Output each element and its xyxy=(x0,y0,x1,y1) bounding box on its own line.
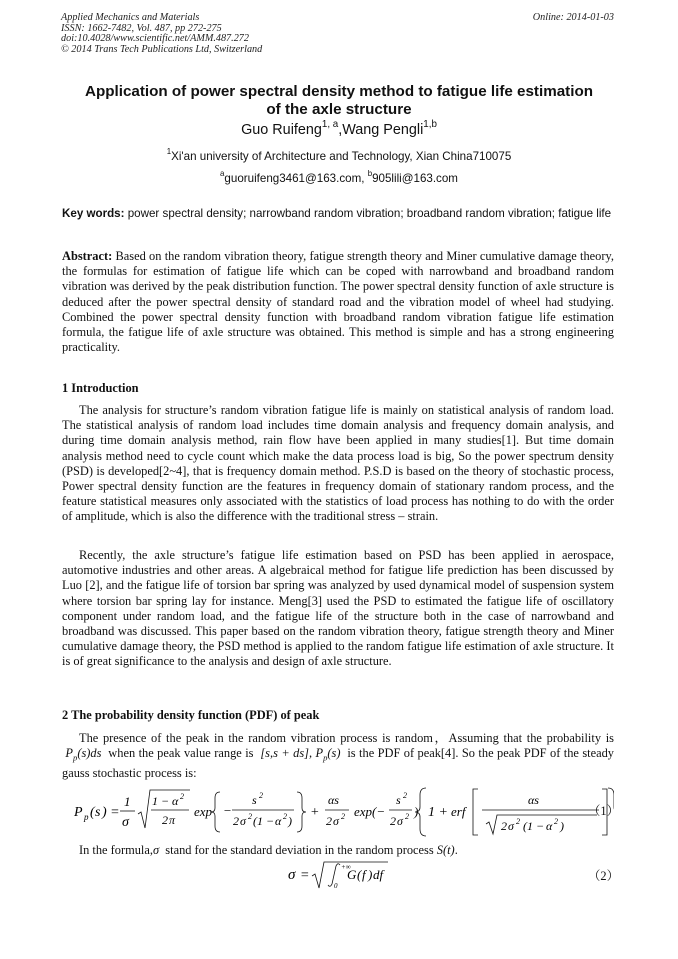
svg-text:(: ( xyxy=(90,805,95,820)
svg-text:P: P xyxy=(74,805,83,820)
section-1-heading: 1 Introduction xyxy=(62,381,139,395)
pdf-paragraph-text-c: is the PDF of peak[4]. So the peak PDF of the steady gauss stochastic process is: xyxy=(62,746,614,780)
abstract xyxy=(62,249,614,355)
pdf-paragraph-2-text-b: stand for the standard deviation in the random process xyxy=(162,843,437,857)
affiliation xyxy=(60,146,618,163)
svg-text:s: s xyxy=(95,805,101,820)
svg-text:σ: σ xyxy=(397,814,403,828)
svg-text:π: π xyxy=(169,813,176,827)
svg-text:α: α xyxy=(172,794,179,808)
inline-process-s-t: S(t) xyxy=(436,843,455,857)
pdf-paragraph-1 xyxy=(62,731,614,781)
svg-text:σ: σ xyxy=(333,814,339,828)
email-a[interactable]: guoruifeng3461@163.com, xyxy=(224,172,368,185)
abstract-text: Based on the random vibration theory, fatigue strength theory and Miner cumulative damage theory, the formulas for estimation of fatigue life which can be coped with narrowband and broadband random vibration was derived by the peak distribution function. The power spectral density function of axle structure is deduced after the power spectral density of standard road and the vibration model of wheel had studying. Combined the power spectral density function with broadband random vibration fatigue life estimation formula, the fatigue life of axle structure was obtained. This method is simple and has a strong engineering practicality. xyxy=(62,249,614,355)
svg-text:2: 2 xyxy=(403,791,407,800)
author-line xyxy=(60,118,618,138)
svg-text:+: + xyxy=(310,805,320,820)
abstract-label: Abstract: xyxy=(62,249,113,263)
email-b-mark: b xyxy=(367,168,373,178)
svg-text:exp: exp xyxy=(194,804,213,819)
doi-line[interactable]: doi:10.4028/www.scientific.net/AMM.487.272 xyxy=(61,33,249,45)
svg-text:2: 2 xyxy=(516,817,520,826)
equation-1-formula xyxy=(62,784,614,838)
pdf-paragraph-text-b: when the peak value range is xyxy=(104,746,257,761)
section-2-heading: 2 The probability density function (PDF) of peak xyxy=(62,708,320,722)
svg-text:df: df xyxy=(373,867,384,882)
svg-text:G: G xyxy=(347,867,357,882)
svg-text:(1 −: (1 − xyxy=(523,819,545,833)
svg-text:(1 −: (1 − xyxy=(253,814,275,828)
svg-text:2: 2 xyxy=(180,792,184,801)
svg-text:): ) xyxy=(560,819,564,833)
keywords-label: Key words: xyxy=(62,207,125,220)
issn-line: ISSN: 1662-7482, Vol. 487, pp 272-275 xyxy=(61,22,222,34)
svg-text:2: 2 xyxy=(405,812,409,821)
author-1-affiliation-mark: 1, a xyxy=(321,118,339,130)
intro-paragraph-1: The analysis for structure’s random vibration fatigue life is mainly on statistical analysis of random load. The statistical analysis of random load includes time domain analysis and frequency domain analysis, and during time domain analysis method, rain flow have been applied in many studies[1]. But time domain analysis method need to cycle count which make the data process load is big, So the power spectrum density (PSD) is developed[2~4], that is frequency domain method. P.S.D is based on the theory of stochastic process, Power spectral density function are the features in frequency domain of stationary random process, and the feature statistical measures only associated with the statistics of load process has nothing to do with the order of amplitude, which is also the difference with the traditional stress – strain. xyxy=(62,403,614,524)
author-2-affiliation-mark: 1,b xyxy=(423,118,437,130)
svg-text:2: 2 xyxy=(283,812,287,821)
svg-text:2: 2 xyxy=(501,819,507,833)
svg-text:s: s xyxy=(396,793,401,807)
svg-text:erf: erf xyxy=(451,804,466,819)
email-b[interactable]: 905lili@163.com xyxy=(372,172,458,185)
svg-text:αs: αs xyxy=(328,793,339,807)
svg-text:σ: σ xyxy=(288,867,296,883)
journal-header xyxy=(61,13,391,55)
inline-formula-probability: $P_p(s)ds$ xyxy=(62,746,105,763)
svg-text:1: 1 xyxy=(124,794,131,809)
svg-text:2: 2 xyxy=(390,814,396,828)
svg-text:): ) xyxy=(414,804,419,819)
svg-text:(: ( xyxy=(357,867,362,882)
keywords xyxy=(62,206,614,221)
svg-text:1 −: 1 − xyxy=(152,794,170,808)
svg-text:s: s xyxy=(252,793,257,807)
author-2: Wang Pengli xyxy=(342,122,424,138)
equation-2-number: （2） xyxy=(588,869,619,883)
inline-sigma: σ xyxy=(152,843,163,857)
svg-text:0: 0 xyxy=(334,882,338,890)
svg-text:σ: σ xyxy=(240,814,246,828)
pdf-paragraph-2-text-a: In the formula, xyxy=(79,843,153,857)
email-a-mark: a xyxy=(220,168,225,178)
svg-text:): ) xyxy=(368,867,373,882)
email-line xyxy=(60,168,618,185)
svg-text:) =: ) = xyxy=(102,805,120,820)
svg-text:αs: αs xyxy=(528,793,539,807)
svg-text:2: 2 xyxy=(248,812,252,821)
copyright-line: © 2014 Trans Tech Publications Ltd, Switzerland xyxy=(61,43,263,55)
svg-text:p: p xyxy=(84,812,89,822)
svg-text:2: 2 xyxy=(162,813,168,827)
svg-text:2: 2 xyxy=(554,817,558,826)
pdf-paragraph-text-a: The presence of the peak in the random vibration process is random，Assuming that the probability is xyxy=(79,731,614,745)
author-1: Guo Ruifeng xyxy=(241,122,322,138)
pdf-paragraph-2 xyxy=(62,843,614,858)
svg-text:): ) xyxy=(288,814,292,828)
online-date: Online: 2014-01-03 xyxy=(532,12,614,23)
equation-1-number: （1） xyxy=(588,804,619,818)
equation-2 xyxy=(62,858,614,892)
svg-text:α: α xyxy=(275,814,282,828)
equation-2-formula xyxy=(62,858,614,892)
svg-text:σ: σ xyxy=(122,815,129,830)
svg-text:2: 2 xyxy=(341,812,345,821)
svg-text:2: 2 xyxy=(326,814,332,828)
pdf-paragraph-2-text-c: . xyxy=(454,843,458,857)
svg-text:2: 2 xyxy=(233,814,239,828)
intro-paragraph-2: Recently, the axle structure’s fatigue life estimation based on PSD has been applied in aerospace, automotive industries and other areas. A algebraical method for fatigue life prediction has been discussed by Luo [2], and the fatigue life of torsion bar spring was analyzed by used dynamical model of suspension system where torsion bar spring lay for instance. Meng[3] used the PSD to estimated the fatigue life of oscillatory component under random load, and the fatigue life of the structure both in the case of narrowband and broadband was discussed. This paper based on the random vibration theory, fatigue strength theory and Miner cumulative damage theory, the PSD method is applied to the random fatigue life estimation of axle structure. It is of great significance to the analysis and design of axle structure. xyxy=(62,548,614,669)
svg-text:f: f xyxy=(362,867,366,882)
svg-text:+∞: +∞ xyxy=(341,863,351,871)
affiliation-mark: 1 xyxy=(166,146,172,156)
author-separator: , xyxy=(338,122,343,138)
journal-name: Applied Mechanics and Materials xyxy=(61,12,200,23)
affiliation-text: Xi'an university of Architecture and Technology, Xian China710075 xyxy=(171,150,512,163)
keywords-text: power spectral density; narrowband random vibration; broadband random vibration; fatigue life xyxy=(124,207,612,220)
svg-text:σ: σ xyxy=(508,819,514,833)
svg-text:1 +: 1 + xyxy=(428,805,448,820)
svg-text:exp(−: exp(− xyxy=(354,804,386,819)
svg-text:−: − xyxy=(223,803,232,818)
svg-text:α: α xyxy=(546,819,553,833)
svg-text:=: = xyxy=(300,868,310,883)
equation-1 xyxy=(62,784,614,838)
svg-text:2: 2 xyxy=(259,791,263,800)
inline-formula-range: [s,s + ds], $P_p(s)$ xyxy=(256,746,344,763)
paper-title: Application of power spectral density method to fatigue life estimation of the axle structure xyxy=(85,83,593,118)
